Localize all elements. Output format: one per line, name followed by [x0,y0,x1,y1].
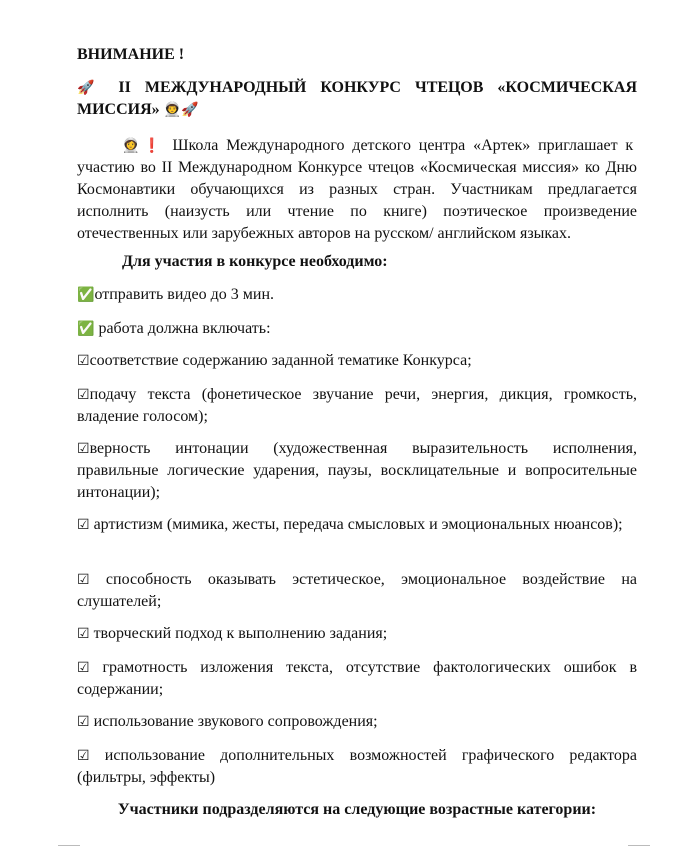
criteria-item-text: подачу текста (фонетическое звучание речи, энергия, дикция, громкость, владение голосом); [77,386,637,425]
criteria-item [77,438,637,504]
criteria-item-text: грамотность изложения текста, отсутствие фактологических ошибок в содержании; [77,659,637,698]
intro-text: Школа Международного детского центра «Артек» приглашает к участию во II Международном Конкурсе чтецов «Космическая миссия» ко Дню Космонавтики обучающихся из разных стран. Участникам предлагается исполнить (наизусть или чтение по книге) поэтическое произведение отечественных или зарубежных авторов на русском/ английском языках. [77,137,637,242]
attention-heading: ВНИМАНИЕ ! [77,46,185,63]
checked-box-icon: ☑ [77,660,90,676]
checked-box-icon: ☑ [77,441,90,457]
check-item-text: отправить видео до 3 мин. [94,286,275,303]
criteria-item [77,384,637,428]
criteria-item [77,350,637,372]
contest-title [77,77,637,121]
check-item [77,284,637,306]
checked-box-icon: ☑ [77,517,90,533]
check-mark-icon: ✅ [77,287,95,303]
intro-emoji-icon: 👩‍🚀❗ [122,138,165,154]
criteria-item-text: использование дополнительных возможностей графического редактора (фильтры, эффекты) [77,747,637,786]
crop-mark-right [628,845,650,846]
criteria-item-text: верность интонации (художественная выразительность исполнения, правильные логические ударения, паузы, восклицательные и вопросительные интонации); [77,440,637,501]
checked-box-icon: ☑ [77,748,90,764]
checked-box-icon: ☑ [77,387,90,403]
rocket-icon: 🚀 [181,102,199,118]
intro-paragraph [77,135,637,245]
checked-box-icon: ☑ [77,572,90,588]
criteria-item [77,711,637,733]
criteria-item [77,623,637,645]
rocket-icon: 🚀 [77,80,105,96]
check-item [77,318,637,340]
check-mark-icon: ✅ [77,321,95,337]
criteria-item [77,569,637,613]
contest-title-text: II МЕЖДУНАРОДНЫЙ КОНКУРС ЧТЕЦОВ «КОСМИЧЕСКАЯ МИССИЯ» [77,79,638,118]
criteria-item-text: использование звукового сопровождения; [89,713,378,730]
criteria-item-text: творческий подход к выполнению задания; [89,625,388,642]
criteria-item-text: соответствие содержанию заданной тематике Конкурса; [89,352,472,369]
checked-box-icon: ☑ [77,626,90,642]
crop-mark-left [58,845,80,846]
checked-box-icon: ☑ [77,353,90,369]
age-categories-heading: Участники подразделяются на следующие возрастные категории: [117,801,597,818]
checked-box-icon: ☑ [77,714,90,730]
criteria-item [77,657,637,701]
criteria-item-text: способность оказывать эстетическое, эмоциональное воздействие на слушателей; [77,571,637,610]
requirements-heading: Для участия в конкурсе необходимо: [122,253,388,270]
criteria-item [77,745,637,789]
criteria-item [77,514,637,536]
astronaut-icon: 👨‍🚀 [163,102,182,118]
criteria-item-text: артистизм (мимика, жесты, передача смысловых и эмоциональных нюансов); [89,516,623,533]
check-item-text: работа должна включать: [94,320,271,337]
